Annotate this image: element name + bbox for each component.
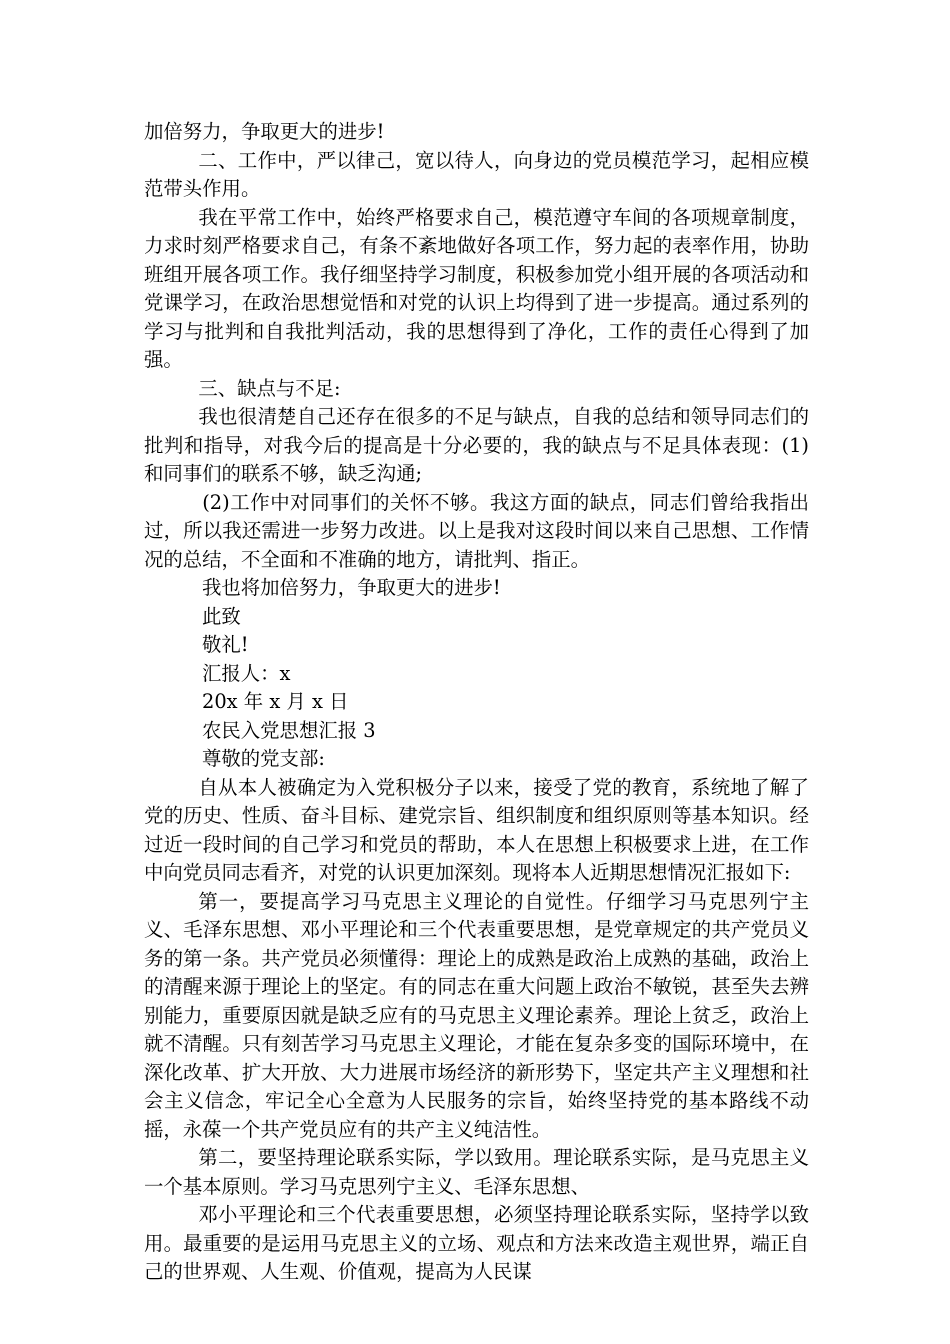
paragraph-section-three-heading: 三、缺点与不足: <box>198 376 341 400</box>
paragraph-point-two-continued: 邓小平理论和三个代表重要思想，必须坚持理论联系实际，坚持学以致用。最重要的是运用马克思主义的立场、观点和方法来改造主观世界，端正自己的世界观、人生观、价值观，提高为人民谋 <box>144 1203 809 1283</box>
paragraph-point-two: 第二，要坚持理论联系实际，学以致用。理论联系实际，是马克思主义一个基本原则。学习马克思列宁主义、毛泽东思想、 <box>144 1146 809 1198</box>
paragraph-introduction: 自从本人被确定为入党积极分子以来，接受了党的教育，系统地了解了党的历史、性质、奋斗目标、建党宗旨、组织制度和组织原则等基本知识。经过近一段时间的自己学习和党员的帮助，本人在思想上积极要求上进，在工作中向党员同志看齐，对党的认识更加深刻。现将本人近期思想情况汇报如下: <box>144 775 809 884</box>
section-title: 农民入党思想汇报 3 <box>202 718 376 742</box>
paragraph-shortcomings-detail: (2)工作中对同事们的关怀不够。我这方面的缺点，同志们曾给我指出过，所以我还需进一步努力改进。以上是我对这段时间以来自己思想、工作情况的总结，不全面和不准确的地方，请批判、指正。 <box>144 490 809 571</box>
salutation-cizhi: 此致 <box>202 604 241 628</box>
salutation-jingli: 敬礼! <box>202 633 249 656</box>
greeting: 尊敬的党支部: <box>202 747 325 770</box>
report-date: 20x 年 x 月 x 日 <box>202 690 349 713</box>
paragraph-shortcomings: 我也很清楚自己还存在很多的不足与缺点，自我的总结和领导同志们的批判和指导，对我今后的提高是十分必要的，我的缺点与不足具体表现：(1)和同事们的联系不够，缺乏沟通; <box>144 405 809 485</box>
paragraph-point-one: 第一，要提高学习马克思主义理论的自觉性。仔细学习马克思列宁主义、毛泽东思想、邓小平理论和三个代表重要思想，是党章规定的共产党员义务的第一条。共产党员必须懂得：理论上的成熟是政治上成熟的基础，政治上的清醒来源于理论上的坚定。有的同志在重大问题上政治不敏锐，甚至失去辨别能力，重要原因就是缺乏应有的马克思主义理论素养。理论上贫乏，政治上就不清醒。只有刻苦学习马克思主义理论，才能在复杂多变的国际环境中，在深化改革、扩大开放、大力进展市场经济的新形势下，坚定共产主义理想和社会主义信念，牢记全心全意为人民服务的宗旨，始终坚持党的基本路线不动摇，永葆一个共产党员应有的共产主义纯洁性。 <box>144 889 809 1141</box>
paragraph-section-two-heading: 二、工作中，严以律己，宽以待人，向身边的党员模范学习，起相应模范带头作用。 <box>144 148 809 200</box>
paragraph-work-performance: 我在平常工作中，始终严格要求自己，模范遵守车间的各项规章制度，力求时刻严格要求自己，有条不紊地做好各项工作，努力起的表率作用，协助班组开展各项工作。我仔细坚持学习制度，积极参加党小组开展的各项活动和党课学习，在政治思想觉悟和对党的认识上均得到了进一步提高。通过系列的学习与批判和自我批判活动，我的思想得到了净化，工作的责任心得到了加强。 <box>144 205 809 371</box>
paragraph-continuation: 加倍努力，争取更大的进步! <box>144 120 385 143</box>
reporter-signature: 汇报人：x <box>202 661 291 685</box>
closing-line: 我也将加倍努力，争取更大的进步! <box>202 576 501 599</box>
document-page <box>144 118 809 1287</box>
